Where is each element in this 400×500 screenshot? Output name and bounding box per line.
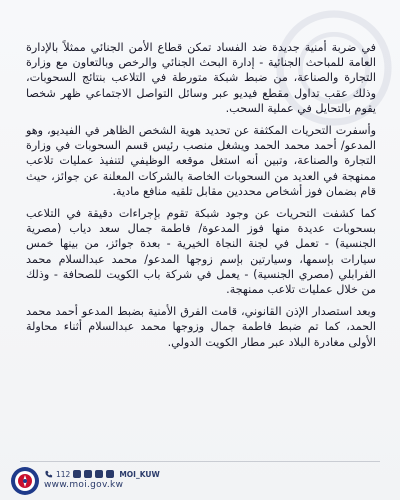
paragraph-intro: في ضربة أمنية جديدة ضد الفساد تمكن قطاع الأمن الجنائي ممثلاً بالإدارة العامة للمباحث الجنائية - إدارة البحث الجنائي والرخص وبالتعاون مع وزارة التجارة والصناعة، من ضبط شبكة متورطة في التلاعب بنتائج السحوبات، وذلك عقب تداول مقطع فيديو عبر وسائل التواصل الاجتماعي ظهر شخصا يقوم بالتحايل في عملية السحب. [26,41,376,115]
paragraph-investigation: وأسفرت التحريات المكثفة عن تحديد هوية الشخص الظاهر في الفيديو، وهو المدعو/ أحمد محمد الحمد ويشغل منصب رئيس قسم السحوبات في وزارة التجارة والصناعة، وتبين أنه استغل موقعه الوظيفي لتنفيذ عمليات تلاعب ممنهجة في العديد من السحوبات الخاصة بالشركات المعلنة عن جوائز، حيث قام بضمان فوز أشخاص محددين مقابل تلقيه منافع مادية. [26,124,376,198]
phone-number: 112 [56,469,71,479]
footer-contact-row [44,468,160,480]
paragraph-network: كما كشفت التحريات عن وجود شبكة تقوم بإجراءات دقيقة في التلاعب بسحوبات عديدة منها فوز المدعوة/ فاطمة جمال سعد دياب (مصرية الجنسية) - تعمل في لجنة النجاة الخيرية - بعدة جوائز، من بينها خمس سيارات بإسمها، وسيارتين بإسم زوجها المدعو/ محمد عبدالسلام محمد الفرابلي (مصري الجنسية) - يعمل في شركة باب الكويت للصحافة - وذلك من خلال عمليات تلاعب ممنهجة. [26,207,376,297]
phone-icon [44,470,53,479]
paragraph-arrest: وبعد استصدار الإذن القانوني، قامت الفرق الأمنية بضبط المدعو أحمد محمد الحمد، كما تم ضبط فاطمة جمال وزوجها محمد عبدالسلام أثناء محاولة الأولى مغادرة البلاد عبر مطار الكويت الدولي. [26,305,376,349]
youtube-icon[interactable] [106,470,114,478]
footer [0,466,400,496]
instagram-icon[interactable] [73,470,81,478]
footer-divider [20,461,380,462]
ministry-emblem-icon [10,466,40,496]
facebook-icon[interactable] [95,470,103,478]
social-handle[interactable]: MOI_KUW [119,469,160,479]
website-link[interactable]: www.moi.gov.kw [44,480,124,490]
article-body [26,40,376,357]
x-icon[interactable] [84,470,92,478]
